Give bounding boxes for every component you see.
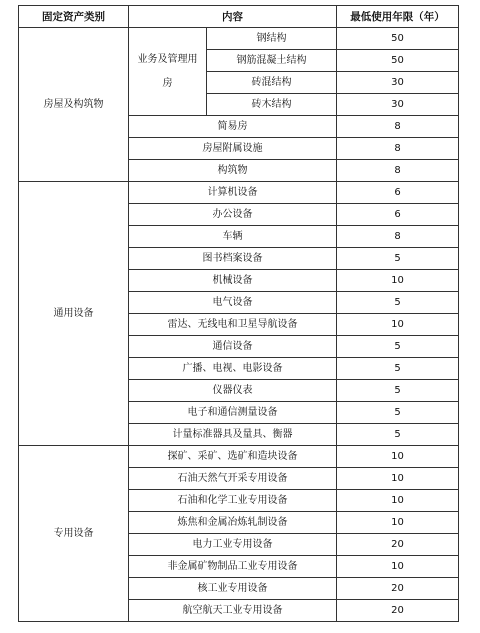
- item-years: 5: [337, 248, 459, 270]
- item-years: 8: [337, 160, 459, 182]
- item-name: 石油天然气开采专用设备: [129, 468, 337, 490]
- item-name: 砖木结构: [207, 94, 337, 116]
- table-row: [19, 446, 459, 468]
- item-name: 图书档案设备: [129, 248, 337, 270]
- item-name: 核工业专用设备: [129, 578, 337, 600]
- item-years: 10: [337, 446, 459, 468]
- item-name: 非金属矿物制品工业专用设备: [129, 556, 337, 578]
- item-years: 5: [337, 380, 459, 402]
- item-years: 50: [337, 28, 459, 50]
- item-years: 50: [337, 50, 459, 72]
- item-name: 仪器仪表: [129, 380, 337, 402]
- item-name: 电力工业专用设备: [129, 534, 337, 556]
- header-category: 固定资产类别: [19, 6, 129, 28]
- item-name: 钢结构: [207, 28, 337, 50]
- item-years: 5: [337, 358, 459, 380]
- item-name: 钢筋混凝土结构: [207, 50, 337, 72]
- item-years: 30: [337, 72, 459, 94]
- item-years: 20: [337, 534, 459, 556]
- item-years: 10: [337, 512, 459, 534]
- item-name: 构筑物: [129, 160, 337, 182]
- item-name: 通信设备: [129, 336, 337, 358]
- item-name: 计量标准器具及量具、衡器: [129, 424, 337, 446]
- category-special-equipment: 专用设备: [19, 446, 129, 622]
- item-years: 6: [337, 204, 459, 226]
- item-years: 5: [337, 402, 459, 424]
- item-years: 10: [337, 270, 459, 292]
- header-content: 内容: [129, 6, 337, 28]
- item-years: 10: [337, 468, 459, 490]
- asset-depreciation-table: [18, 5, 459, 622]
- item-years: 6: [337, 182, 459, 204]
- item-years: 10: [337, 490, 459, 512]
- item-name: 炼焦和金属冶炼轧制设备: [129, 512, 337, 534]
- item-name: 房屋附属设施: [129, 138, 337, 160]
- item-years: 30: [337, 94, 459, 116]
- item-name: 航空航天工业专用设备: [129, 600, 337, 622]
- item-years: 20: [337, 578, 459, 600]
- item-name: 广播、电视、电影设备: [129, 358, 337, 380]
- item-name: 电子和通信测量设备: [129, 402, 337, 424]
- item-name: 计算机设备: [129, 182, 337, 204]
- header-min-years: 最低使用年限（年）: [337, 6, 459, 28]
- item-name: 办公设备: [129, 204, 337, 226]
- category-general-equipment: 通用设备: [19, 182, 129, 446]
- item-years: 5: [337, 424, 459, 446]
- item-years: 8: [337, 226, 459, 248]
- table-header-row: [19, 6, 459, 28]
- category-buildings: 房屋及构筑物: [19, 28, 129, 182]
- item-name: 车辆: [129, 226, 337, 248]
- table-row: [19, 28, 459, 50]
- item-name: 雷达、无线电和卫星导航设备: [129, 314, 337, 336]
- item-name: 探矿、采矿、选矿和造块设备: [129, 446, 337, 468]
- item-name: 简易房: [129, 116, 337, 138]
- item-years: 10: [337, 314, 459, 336]
- item-years: 8: [337, 138, 459, 160]
- item-name: 砖混结构: [207, 72, 337, 94]
- subcategory-business-buildings: 业务及管理用房: [129, 28, 207, 116]
- item-name: 机械设备: [129, 270, 337, 292]
- item-name: 石油和化学工业专用设备: [129, 490, 337, 512]
- table-row: [19, 182, 459, 204]
- item-years: 10: [337, 556, 459, 578]
- item-name: 电气设备: [129, 292, 337, 314]
- item-years: 20: [337, 600, 459, 622]
- item-years: 5: [337, 336, 459, 358]
- item-years: 8: [337, 116, 459, 138]
- item-years: 5: [337, 292, 459, 314]
